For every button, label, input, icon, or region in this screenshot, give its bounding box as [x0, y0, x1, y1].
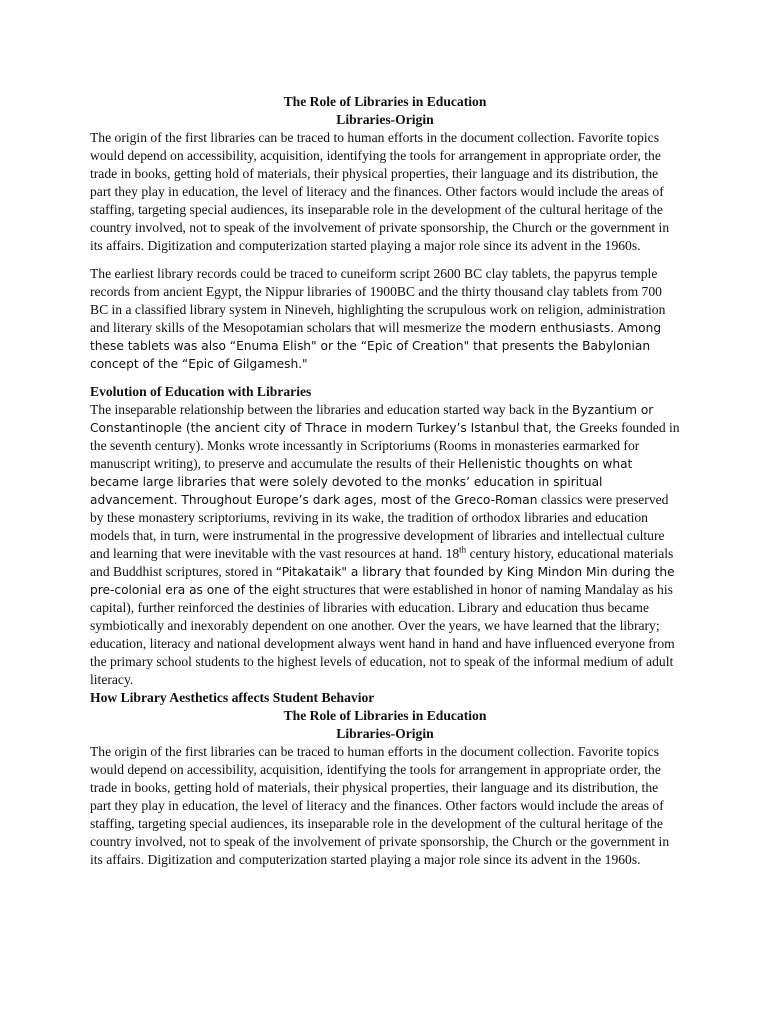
paragraph-origin: The origin of the first libraries can be traced to human efforts in the document collection. Favorite topics would depend on accessibility, acquisition, identifying the tools for arrangement in appropriate order, the trade in books, getting hold of materials, their physical properties, their language and its distribution, the part they play in education, the level of literacy and the finances. Other factors would include the areas of staffing, targeting special audiences, its inseparable role in the development of the cultural heritage of the country involved, not to speak of the involvement of private sponsorship, the Church or the government in its affairs. Digitization and computerization started playing a major role since its advent in the 1960s. [90, 130, 670, 253]
evolution-text-b: Byzantium or Constantinople (the ancient city of Thrace in modern Turkey’s Istanbul that, the [90, 403, 654, 435]
section-heading-aesthetics: How Library Aesthetics affects Student Behavior [90, 690, 375, 705]
document-title-repeat: The Role of Libraries in Education [283, 708, 487, 723]
evolution-text-g: “Pitakataik" a library that founded by King Mindon Min during the pre-colonial era as one of the [90, 565, 675, 597]
evolution-text-a: The inseparable relationship between the libraries and education started way back in the [90, 402, 569, 417]
paragraph-earliest-records [90, 265, 680, 373]
evolution-text-d: Hellenistic thoughts on what became large libraries that were solely devoted to the monks’ education in spiritual advancement. Throughout Europe’s dark ages, most of the Greco-Roman [90, 457, 633, 507]
paragraph-evolution [90, 401, 680, 689]
paragraph-origin-repeat: The origin of the first libraries can be traced to human efforts in the document collection. Favorite topics would depend on accessibility, acquisition, identifying the tools for arrangement in appropriate order, the trade in books, getting hold of materials, their physical properties, their language and its distribution, the part they play in education, the level of literacy and the finances. Other factors would include the areas of staffing, targeting special audiences, its inseparable role in the development of the cultural heritage of the country involved, not to speak of the involvement of private sponsorship, the Church or the government in its affairs. Digitization and computerization started playing a major role since its advent in the 1960s. [90, 744, 670, 867]
section-subtitle: Libraries-Origin [336, 112, 434, 127]
evolution-text-e: classics were preserved by these monastery scriptoriums, reviving in its wake, the tradition of orthodox libraries and education models that, in turn, were instrumental in the progressive development of libraries and intellectual culture and learning that were inevitable with the vast resources at hand. 18 [90, 492, 669, 561]
document-title: The Role of Libraries in Education [283, 94, 487, 109]
paragraph-earliest-records-text: The earliest library records could be traced to cuneiform script 2600 BC clay tablets, the papyrus temple records from ancient Egypt, the Nippur libraries of 1900BC and the thirty thousand clay tablets from 700 BC in a classified library system in Nineveh, highlighting the scrupulous work on religion, administration and literary skills of the Mesopotamian scholars that will mesmerize [90, 266, 666, 335]
superscript-th: th [459, 544, 467, 555]
section-subtitle-repeat: Libraries-Origin [336, 726, 434, 741]
section-heading-evolution: Evolution of Education with Libraries [90, 384, 312, 399]
evolution-text-h: eight structures that were established in honor of naming Mandalay as his capital), further reinforced the destinies of libraries with education. Library and education thus became symbiotically and inexorably dependent on one another. Over the years, we have learned that the library; education, literacy and national development always went hand in hand and have influenced everyone from the primary school students to the highest levels of education, not to speak of the informal medium of adult literacy. [90, 582, 675, 687]
evolution-text-f: century history, educational materials and Buddhist scriptures, stored in [90, 546, 674, 579]
evolution-text-c: Greeks founded in the seventh century). Monks wrote incessantly in Scriptoriums (Rooms in monasteries earmarked for manuscript writing), to preserve and accumulate the results of their [90, 420, 680, 471]
document-page [90, 93, 680, 869]
paragraph-earliest-records-tail: the modern enthusiasts. Among these tablets was also “Enuma Elish" or the “Epic of Creation" that presents the Babylonian concept of the “Epic of Gilgamesh." [90, 321, 662, 371]
